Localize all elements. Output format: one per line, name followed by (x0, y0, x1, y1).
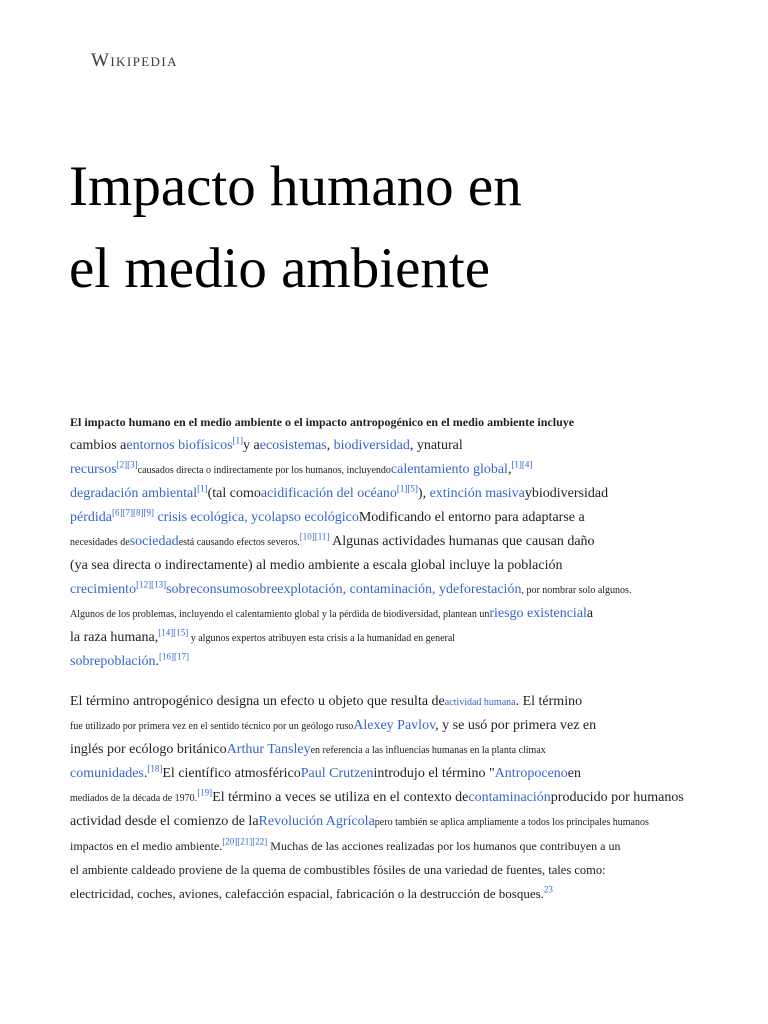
text: inglés por ecólogo británico (70, 742, 227, 757)
link-comunidades[interactable]: comunidades (70, 766, 144, 781)
text: El término a veces se utiliza en el contexto de (212, 790, 469, 805)
link-crecimiento[interactable]: crecimiento (70, 582, 137, 597)
text-line (70, 834, 720, 858)
text: ybiodiversidad (524, 486, 609, 501)
text: necesidades de (70, 537, 130, 548)
link-extincion-masiva[interactable]: extinción masiva (429, 486, 525, 501)
wikipedia-logo[interactable]: Wikipedia (91, 50, 178, 71)
link-revolucion-agricola[interactable]: Revolución Agrícola (258, 814, 375, 829)
link-recursos[interactable]: recursos (70, 462, 117, 477)
text-line (70, 602, 720, 626)
text: Algunas actividades humanas que causan daño (329, 534, 595, 549)
link-perdida[interactable]: pérdida (70, 510, 112, 525)
text: causados directa o indirectamente por los humanos, incluyendo (137, 465, 391, 476)
text: . (155, 654, 160, 669)
text-line (70, 482, 720, 506)
text-line (70, 714, 720, 738)
text: , y (432, 582, 447, 597)
text-line (70, 882, 720, 906)
link-ecosistemas[interactable]: ecosistemas (259, 438, 327, 453)
link-crisis-ecologica[interactable]: crisis ecológica (157, 510, 245, 525)
text: Modificando el entorno para adaptarse a (358, 510, 585, 525)
link-antropoceno[interactable]: Antropoceno (494, 766, 568, 781)
title-line-1: Impacto humano en (69, 155, 522, 218)
text: (ya sea directa o indirectamente) al medio ambiente a escala global incluye la población (70, 558, 563, 573)
text: y algunos expertos atribuyen esta crisis a la humanidad en general (188, 633, 456, 644)
link-riesgo-existencial[interactable]: riesgo existencial (489, 606, 587, 621)
link-calentamiento-global[interactable]: calentamiento global (390, 462, 508, 477)
citation[interactable]: 23 (543, 884, 553, 895)
text: , y se usó por primera vez en (435, 718, 597, 733)
citation[interactable]: [16][17] (159, 651, 190, 662)
text-line (70, 530, 720, 554)
link-sobreconsumo[interactable]: sobreconsumo (166, 582, 247, 597)
text: ), (417, 486, 430, 501)
citation[interactable]: [14][15] (158, 627, 189, 638)
text: fue utilizado por primera vez en el sentido técnico por un geólogo ruso (70, 721, 354, 732)
citation[interactable]: [20][21][22] (222, 836, 268, 847)
text-line (70, 650, 720, 674)
text: El científico atmosférico (162, 766, 301, 781)
text: cambios a (70, 438, 127, 453)
link-degradacion-ambiental[interactable]: degradación ambiental (70, 486, 198, 501)
citation[interactable]: [18] (147, 763, 163, 774)
text-line (70, 626, 720, 650)
text: El término antropogénico designa un efecto u objeto que resulta de (70, 694, 445, 709)
citation[interactable]: [19] (197, 787, 213, 798)
link-sobrepoblacion[interactable]: sobrepoblación (70, 654, 156, 669)
text: el ambiente caldeado proviene de la quema de combustibles fósiles de una variedad de fuentes, tales como: (70, 863, 606, 877)
text: , por nombrar solo algunos. (521, 585, 632, 596)
text: y a (243, 438, 260, 453)
text-line (70, 858, 720, 882)
link-paul-crutzen[interactable]: Paul Crutzen (300, 766, 374, 781)
link-entornos-biofisicos[interactable]: entornos biofísicos (126, 438, 233, 453)
text: a (586, 606, 594, 621)
citation[interactable]: [2][3] (116, 459, 138, 470)
link-alexey-pavlov[interactable]: Alexey Pavlov (353, 718, 436, 733)
citation[interactable]: [12][13] (136, 579, 167, 590)
text-line (70, 458, 720, 482)
text-line (70, 738, 720, 762)
text-line (70, 762, 720, 786)
text: introdujo el término " (373, 766, 495, 781)
text: la raza humana, (70, 630, 159, 645)
text: Muchas de las acciones realizadas por los humanos que contribuyen a un (267, 839, 621, 853)
article-body (70, 410, 720, 906)
text: , (326, 438, 334, 453)
link-deforestacion[interactable]: deforestación (446, 582, 522, 597)
link-colapso-ecologico[interactable]: colapso ecológico (258, 510, 359, 525)
text: actividad desde el comienzo de la (70, 814, 259, 829)
link-actividad-humana[interactable]: actividad humana (444, 697, 516, 708)
title-line-2: el medio ambiente (69, 237, 491, 300)
text: producido por humanos (550, 790, 684, 805)
text: electricidad, coches, aviones, calefacción espacial, fabricación o la destrucción de bosques. (70, 886, 544, 901)
citation[interactable]: [1][4] (511, 459, 533, 470)
text: . (143, 766, 148, 781)
text: . El término (515, 694, 583, 709)
link-biodiversidad[interactable]: biodiversidad (333, 438, 410, 453)
text-line (70, 810, 720, 834)
text: impactos en el medio ambiente. (70, 839, 223, 853)
text-line (70, 554, 720, 578)
lead-sentence: El impacto humano en el medio ambiente o el impacto antropogénico en el medio ambiente incluye (70, 415, 575, 429)
text: , y (244, 510, 259, 525)
link-acidificacion-oceano[interactable]: acidificación del océano (260, 486, 397, 501)
text: está causando efectos severos. (178, 537, 300, 548)
link-contaminacion[interactable]: contaminación (349, 582, 433, 597)
text: , ynatural (409, 438, 463, 453)
text: pero también se aplica ampliamente a todos los principales humanos (374, 817, 649, 828)
citation[interactable]: [10][11] (299, 531, 330, 542)
text: , (507, 462, 512, 477)
link-arthur-tansley[interactable]: Arthur Tansley (226, 742, 311, 757)
text-line (70, 690, 720, 714)
text: en referencia a las influencias humanas en la planta clímax (310, 745, 546, 756)
text: Algunos de los problemas, incluyendo el calentamiento global y la pérdida de biodiversidad, plantean un (70, 609, 490, 620)
link-sobreexplotacion[interactable]: sobreexplotación (246, 582, 343, 597)
citation[interactable]: [1][5] (396, 483, 418, 494)
page-title (69, 146, 709, 310)
text: mediados de la década de 1970. (70, 793, 198, 804)
text: , (342, 582, 350, 597)
text: (tal como (207, 486, 261, 501)
text-line (70, 786, 720, 810)
link-sociedad[interactable]: sociedad (129, 534, 179, 549)
text: en (567, 766, 581, 781)
text-line (70, 434, 720, 458)
citation[interactable]: [6][7][8][9] (111, 507, 154, 518)
citation[interactable]: [1] (197, 483, 208, 494)
text-line (70, 506, 720, 530)
citation[interactable]: [1] (232, 435, 244, 446)
link-contaminacion-2[interactable]: contaminación (468, 790, 551, 805)
text-line (70, 578, 720, 602)
